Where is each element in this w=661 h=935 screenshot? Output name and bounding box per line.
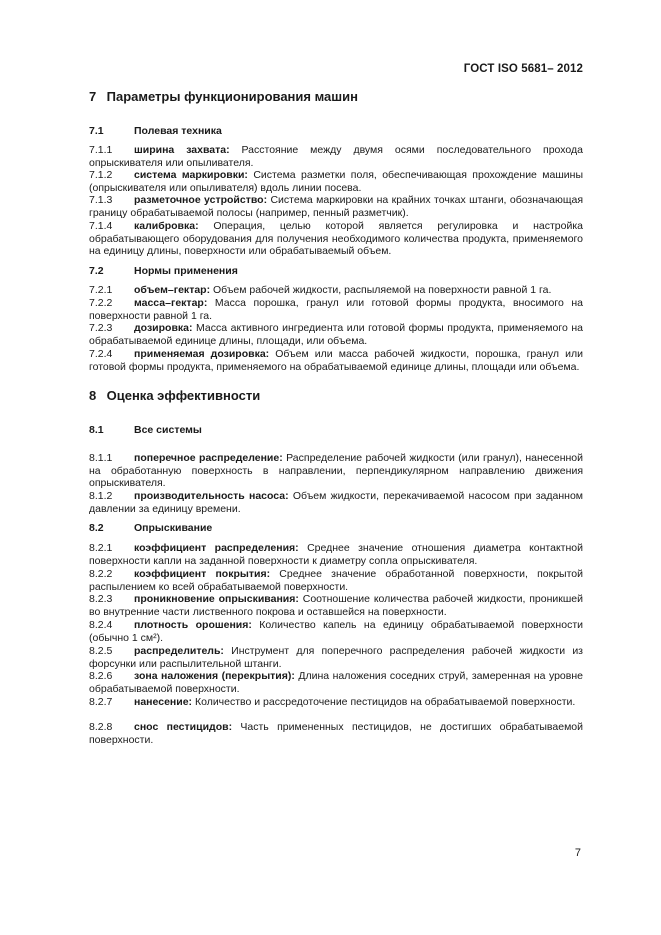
definition-item [89,670,583,695]
item-text: Среднее значение обработанной поверхности, покрытой распылением ко всей обрабатываемой поверхности. [89,568,583,593]
section-heading [89,388,260,403]
definition-item [89,721,583,746]
definition-item [89,169,583,194]
item-term: коэффициент покрытия: [134,568,271,580]
definition-item [89,144,583,169]
definition-item [89,297,583,322]
item-number: 8.2.6 [89,670,113,682]
item-number: 8.1.1 [89,452,113,464]
item-text: Объем или масса рабочей жидкости, порошка, гранул или готовой формы продукта, применяемого на обрабатываемой единице длины, площади или объема. [89,348,583,373]
item-term: разметочное устройство: [134,194,268,206]
item-text: Масса активного ингредиента или готовой формы продукта, применяемого на обрабатываемой единице длины, площади, или объема. [89,322,583,347]
item-number: 8.1.2 [89,490,113,502]
definition-item [89,194,583,219]
subsection-heading [89,265,238,277]
subsection-number: 8.2 [89,522,104,534]
section-heading [89,89,358,104]
definition-item [89,322,583,347]
item-term: система маркировки: [134,169,248,181]
item-number: 7.1.2 [89,169,113,181]
item-term: зона наложения (перекрытия): [134,670,295,682]
subsection-title: Опрыскивание [134,522,213,534]
definition-item [89,284,583,297]
item-text: Система разметки поля, обеспечивающая прохождение машины (опрыскивателя или опыливателя) вдоль линии посева. [89,169,583,194]
definition-item [89,490,583,515]
definition-item [89,593,583,618]
item-number: 7.1.4 [89,220,113,232]
definition-item [89,696,583,709]
item-number: 8.2.5 [89,645,113,657]
item-term: производительность насоса: [134,490,289,502]
item-term: применяемая дозировка: [134,348,270,360]
definition-item [89,645,583,670]
item-term: коэффициент распределения: [134,542,299,554]
item-number: 8.2.4 [89,619,113,631]
document-id: ГОСТ ISO 5681– 2012 [463,63,583,75]
item-text: Инструмент для поперечного распределения рабочей жидкости из форсунки или распылительной штанги. [89,645,583,670]
definition-item [89,568,583,593]
item-term: калибровка: [134,220,199,232]
definition-item [89,619,583,644]
item-number: 7.2.4 [89,348,113,360]
subsection-number: 7.1 [89,125,104,137]
item-text: Соотношение количества рабочей жидкости, проникшей во внутренние части лиственного покрова и оставшейся на поверхности. [89,593,584,618]
item-number: 8.2.1 [89,542,113,554]
item-term: плотность орошения: [134,619,252,631]
definition-item [89,220,583,258]
item-term: распределитель: [134,645,224,657]
item-term: дозировка: [134,322,193,334]
section-title: Параметры функционирования машин [106,89,358,104]
subsection-heading [89,522,212,534]
item-term: объем–гектар: [134,284,211,296]
item-text: Масса порошка, гранул или готовой формы продукта, вносимого на поверхности равной 1 га. [89,297,583,322]
item-text: Количество капель на единицу обрабатываемой поверхности (обычно 1 см²). [89,619,583,644]
item-number: 7.2.2 [89,297,113,309]
page-number: 7 [574,847,581,859]
item-text: Объем рабочей жидкости, распыляемой на поверхности равной 1 га. [210,284,552,296]
definition-item [89,542,583,567]
item-number: 7.2.1 [89,284,113,296]
item-text: Система маркировки на крайних точках штанги, обозначающая границу обрабатываемой полосы (например, пенный разметчик). [89,194,584,219]
definition-item [89,452,583,490]
subsection-title: Нормы применения [134,265,238,277]
item-term: проникновение опрыскивания: [134,593,299,605]
definition-item [89,348,583,373]
item-term: поперечное распределение: [134,452,283,464]
item-number: 7.1.3 [89,194,113,206]
section-title: Оценка эффективности [106,388,261,403]
item-text: Расстояние между двумя осями последовательного прохода опрыскивателя или опыливателя. [89,144,583,169]
item-text: Количество и рассредоточение пестицидов на обрабатываемой поверхности. [192,696,576,708]
item-text: Длина наложения соседних струй, замеренная на уровне обрабатываемой поверхности. [89,670,583,695]
item-number: 8.2.2 [89,568,113,580]
item-term: масса–гектар: [134,297,208,309]
item-text: Объем жидкости, перекачиваемой насосом при заданном давлении за единицу времени. [89,490,584,515]
item-text: Операция, целью которой является регулировка и настройка обрабатывающего оборудования для получения необходимого количества продукта, применяемого на единицу длины, поверхности или обрабатываемый объем. [89,220,583,258]
item-number: 7.2.3 [89,322,113,334]
section-number: 8 [89,388,97,403]
item-number: 7.1.1 [89,144,113,156]
item-text: Среднее значение отношения диаметра контактной поверхности капли на заданной поверхности к диаметру сопла опрыскивателя. [89,542,583,567]
item-text: Распределение рабочей жидкости (или гранул), нанесенной на обработанную поверхность в направлении, перпендикулярном направлению движения опрыскивателя. [89,452,583,490]
item-term: нанесение: [134,696,193,708]
item-number: 8.2.8 [89,721,113,733]
section-number: 7 [89,89,97,104]
subsection-heading [89,424,202,436]
subsection-heading [89,125,222,137]
subsection-number: 8.1 [89,424,104,436]
subsection-title: Полевая техника [134,125,222,137]
subsection-number: 7.2 [89,265,104,277]
item-number: 8.2.3 [89,593,113,605]
subsection-title: Все системы [134,424,202,436]
item-text: Часть примененных пестицидов, не достигших обрабатываемой поверхности. [89,721,583,746]
item-number: 8.2.7 [89,696,113,708]
item-term: снос пестицидов: [134,721,233,733]
item-term: ширина захвата: [134,144,230,156]
